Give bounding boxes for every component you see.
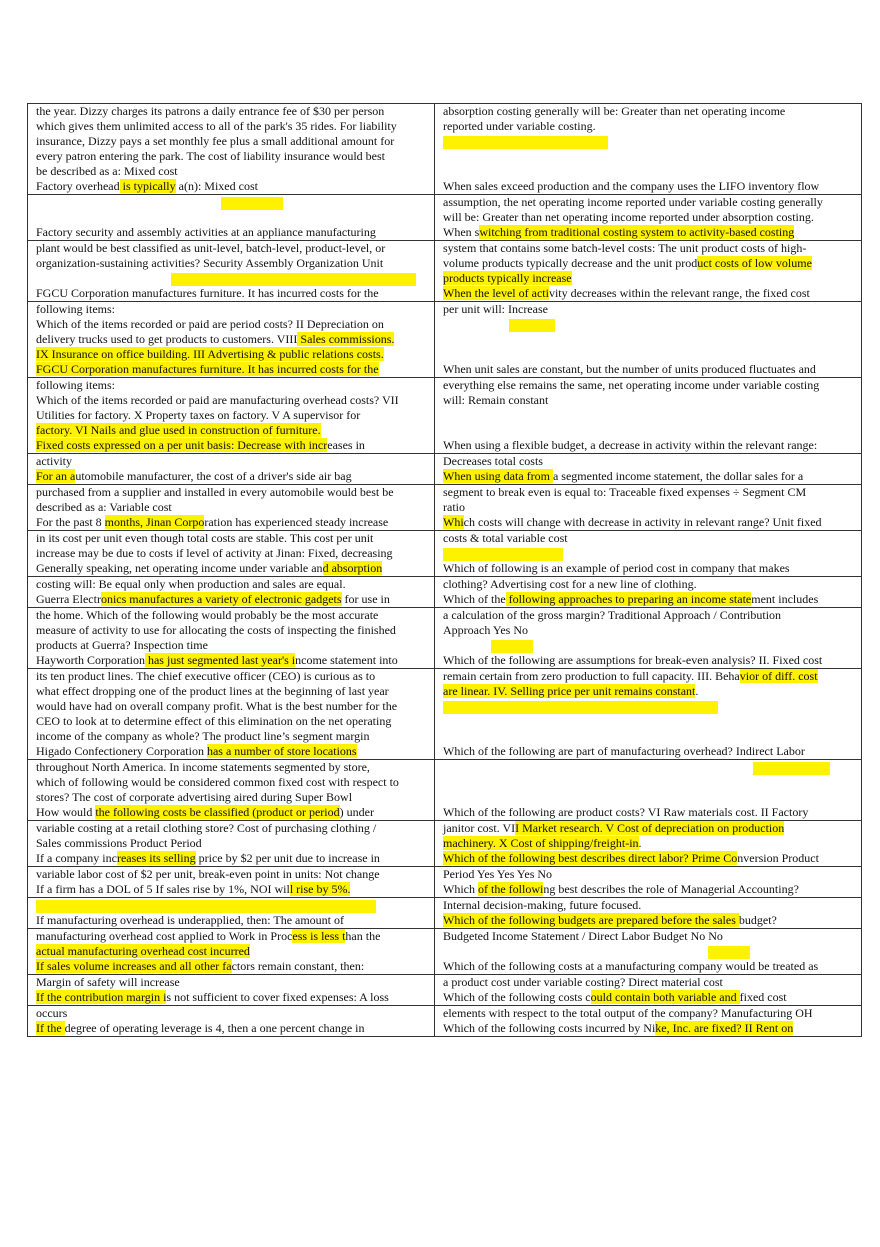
text-line: volume products typically decrease and the unit product costs of low volume xyxy=(443,256,812,270)
text-line: increase may be due to costs if level of activity at Jinan: Fixed, decreasing xyxy=(36,546,393,560)
highlight-block xyxy=(443,701,718,714)
highlight: I Market research. V Cost of depreciation on production xyxy=(515,821,785,835)
text-line: are linear. IV. Selling price per unit remains constant. xyxy=(443,684,699,698)
highlight: Which of the following budgets are prepared before the sales xyxy=(443,913,739,927)
left-column-cell xyxy=(28,577,435,608)
highlight: actual manufacturing overhead cost incurred xyxy=(36,944,250,958)
highlight: ould contain both variable and xyxy=(590,990,740,1004)
left-column-cell xyxy=(28,669,435,760)
table-row xyxy=(28,821,862,867)
text-line: Factory security and assembly activities at an appliance manufacturing xyxy=(36,225,376,239)
right-column-cell xyxy=(435,975,862,1006)
right-column-cell xyxy=(435,531,862,577)
text-line xyxy=(443,164,855,179)
right-column-cell xyxy=(435,867,862,898)
right-column-cell xyxy=(435,608,862,669)
left-column-cell xyxy=(28,608,435,669)
left-column-cell xyxy=(28,760,435,821)
highlight: IX Insurance on office building. III Advertising & public relations costs. xyxy=(36,347,384,361)
text-line: Which of the following are part of manufacturing overhead? Indirect Labor xyxy=(443,744,805,758)
right-column-cell xyxy=(435,1006,862,1037)
right-column-cell xyxy=(435,669,862,760)
highlight: d absorption xyxy=(322,561,383,575)
table-row xyxy=(28,867,862,898)
text-line: system that contains some batch-level costs: The unit product costs of high- xyxy=(443,241,807,255)
highlight: the following costs be classified (product or period xyxy=(95,805,340,819)
text-line xyxy=(443,714,855,729)
text-line: Sales commissions Product Period xyxy=(36,836,202,850)
text-line: remain certain from zero production to full capacity. III. Behavior of diff. cost xyxy=(443,669,818,683)
text-line: Budgeted Income Statement / Direct Labor Budget No No xyxy=(443,929,723,943)
text-line: Higado Confectionery Corporation has a number of store locations xyxy=(36,744,357,758)
highlight-block xyxy=(753,762,830,775)
highlight: of the followi xyxy=(478,882,544,896)
right-column-cell xyxy=(435,898,862,929)
text-line xyxy=(443,638,855,653)
table-row xyxy=(28,104,862,195)
text-line: Decreases total costs xyxy=(443,454,543,468)
highlight: When using data from xyxy=(443,469,553,483)
text-line: Hayworth Corporation has just segmented last year's income statement into xyxy=(36,653,398,667)
text-line: Factory overhead is typically a(n): Mixed cost xyxy=(36,179,258,193)
text-line xyxy=(36,195,428,210)
text-line: Which of the following best describes the role of Managerial Accounting? xyxy=(443,882,799,896)
highlight: products typically increase xyxy=(443,271,572,285)
text-line: plant would be best classified as unit-level, batch-level, product-level, or xyxy=(36,241,386,255)
highlight: Whi xyxy=(443,515,464,529)
highlight: is typically xyxy=(119,179,176,193)
right-column-cell xyxy=(435,454,862,485)
text-line: measure of activity to use for allocating the costs of inspecting the finished xyxy=(36,623,396,637)
left-column-cell xyxy=(28,302,435,378)
highlight: onics manufactures a variety of electronic gadgets xyxy=(100,592,342,606)
highlight: FGCU Corporation manufactures furniture. It has incurred costs for the xyxy=(36,362,379,376)
highlight: ke, Inc. are fixed? II Rent on xyxy=(655,1021,794,1035)
text-line xyxy=(443,271,855,286)
table-row xyxy=(28,531,862,577)
text-line: organization-sustaining activities? Security Assembly Organization Unit xyxy=(36,256,384,270)
text-line: following items: xyxy=(36,378,115,392)
text-line: When sales exceed production and the company uses the LIFO inventory flow xyxy=(443,179,820,193)
text-line: will: Remain constant xyxy=(443,393,549,407)
highlight: If the xyxy=(36,1021,65,1035)
highlight: following approaches to preparing an income state xyxy=(505,592,752,606)
text-line: How would the following costs be classified (product or period) under xyxy=(36,805,374,819)
text-line: When switching from traditional costing system to activity-based costing xyxy=(443,225,795,239)
table-row xyxy=(28,1006,862,1037)
table-row xyxy=(28,760,862,821)
text-line: described as a: Variable cost xyxy=(36,500,172,514)
table-row xyxy=(28,378,862,454)
table-row xyxy=(28,241,862,302)
right-column-cell xyxy=(435,195,862,241)
text-line: be described as a: Mixed cost xyxy=(36,164,178,178)
text-line: Which of following is an example of period cost in company that makes xyxy=(443,561,790,575)
highlight: months, Jinan Corpo xyxy=(104,515,205,529)
text-line: occurs xyxy=(36,1006,68,1020)
text-line: following items: xyxy=(36,302,115,316)
text-line xyxy=(36,271,428,286)
text-line: insurance, Dizzy pays a set monthly fee plus a small additional amount for xyxy=(36,134,395,148)
text-line: Period Yes Yes Yes No xyxy=(443,867,553,881)
text-line: the year. Dizzy charges its patrons a daily entrance fee of $30 per person xyxy=(36,104,385,118)
text-line: For an automobile manufacturer, the cost of a driver's side air bag xyxy=(36,469,352,483)
highlight: Which of the following best describes direct labor? Prime Co xyxy=(443,851,738,865)
text-line: products at Guerra? Inspection time xyxy=(36,638,208,652)
text-line: Utilities for factory. X Property taxes on factory. V A supervisor for xyxy=(36,408,361,422)
highlight-block xyxy=(443,136,608,149)
highlight-block xyxy=(491,640,533,653)
table-row xyxy=(28,454,862,485)
text-line: FGCU Corporation manufactures furniture. It has incurred costs for the xyxy=(36,286,379,300)
text-line: its ten product lines. The chief executive officer (CEO) is curious as to xyxy=(36,669,376,683)
table-row xyxy=(28,608,862,669)
text-line: janitor cost. VII Market research. V Cost of depreciation on production xyxy=(443,821,785,835)
text-line: costing will: Be equal only when production and sales are equal. xyxy=(36,577,346,591)
highlight: Fixed costs expressed on a per unit basis: Decrease with incr xyxy=(36,438,328,452)
text-line: Which of the following costs incurred by Nike, Inc. are fixed? II Rent on xyxy=(443,1021,794,1035)
left-column-cell xyxy=(28,821,435,867)
text-line: Approach Yes No xyxy=(443,623,528,637)
highlight: reases its selling xyxy=(116,851,196,865)
table-row xyxy=(28,195,862,241)
highlight: Sales commissions. xyxy=(297,332,395,346)
text-line xyxy=(443,729,855,744)
text-line: When using data from a segmented income statement, the dollar sales for a xyxy=(443,469,804,483)
highlight: has a number of store locations xyxy=(206,744,357,758)
text-line: throughout North America. In income statements segmented by store, xyxy=(36,760,370,774)
text-line: Which of the following costs could contain both variable and fixed cost xyxy=(443,990,787,1004)
text-line: Margin of safety will increase xyxy=(36,975,180,989)
text-line: income of the company as whole? The product line’s segment margin xyxy=(36,729,370,743)
right-column-cell xyxy=(435,104,862,195)
highlight-block xyxy=(708,946,750,959)
text-line xyxy=(443,149,855,164)
text-line: If a firm has a DOL of 5 If sales rise by 1%, NOI will rise by 5%. xyxy=(36,882,351,896)
left-column-cell xyxy=(28,898,435,929)
text-line xyxy=(443,423,855,438)
notes-table xyxy=(27,103,862,1037)
text-line xyxy=(443,944,855,959)
text-line: Which of the items recorded or paid are period costs? II Depreciation on xyxy=(36,317,384,331)
text-line xyxy=(443,699,855,714)
text-line: Which of the following budgets are prepared before the sales budget? xyxy=(443,913,777,927)
text-line xyxy=(36,362,428,377)
text-line xyxy=(443,408,855,423)
text-line: will be: Greater than net operating income reported under absorption costing. xyxy=(443,210,814,224)
highlight: l rise by 5%. xyxy=(289,882,351,896)
right-column-cell xyxy=(435,929,862,975)
text-line: everything else remains the same, net operating income under variable costing xyxy=(443,378,820,392)
right-column-cell xyxy=(435,577,862,608)
left-column-cell xyxy=(28,378,435,454)
text-line: If the contribution margin is not sufficient to cover fixed expenses: A loss xyxy=(36,990,389,1004)
text-line: a product cost under variable costing? Direct material cost xyxy=(443,975,723,989)
highlight: For an a xyxy=(36,469,76,483)
text-line xyxy=(36,423,428,438)
table-row xyxy=(28,302,862,378)
right-column-cell xyxy=(435,821,862,867)
highlight: When the level of acti xyxy=(443,286,549,300)
text-line xyxy=(443,790,855,805)
text-line: stores? The cost of corporate advertising aired during Super Bowl xyxy=(36,790,353,804)
text-line: per unit will: Increase xyxy=(443,302,548,316)
highlight: factory. VI Nails and glue used in construction of furniture. xyxy=(36,423,321,437)
right-column-cell xyxy=(435,378,862,454)
left-column-cell xyxy=(28,975,435,1006)
text-line: a calculation of the gross margin? Traditional Approach / Contribution xyxy=(443,608,782,622)
text-line: every patron entering the park. The cost of liability insurance would best xyxy=(36,149,386,163)
text-line: For the past 8 months, Jinan Corporation has experienced steady increase xyxy=(36,515,389,529)
right-column-cell xyxy=(435,302,862,378)
left-column-cell xyxy=(28,867,435,898)
text-line xyxy=(443,760,855,775)
text-line: in its cost per unit even though total costs are stable. This cost per unit xyxy=(36,531,374,545)
highlight: machinery. X Cost of shipping/freight-in xyxy=(443,836,639,850)
text-line: delivery trucks used to get products to customers. VIII Sales commissions. xyxy=(36,332,395,346)
notes-table-body xyxy=(28,104,862,1037)
right-column-cell xyxy=(435,485,862,531)
text-line: Internal decision-making, future focused. xyxy=(443,898,642,912)
table-row xyxy=(28,485,862,531)
left-column-cell xyxy=(28,1006,435,1037)
text-line: Which of the items recorded or paid are manufacturing overhead costs? VII xyxy=(36,393,399,407)
left-column-cell xyxy=(28,241,435,302)
text-line: When unit sales are constant, but the number of units produced fluctuates and xyxy=(443,362,816,376)
text-line: reported under variable costing. xyxy=(443,119,596,133)
text-line: which of following would be considered common fixed cost with respect to xyxy=(36,775,399,789)
text-line: manufacturing overhead cost applied to Work in Process is less than the xyxy=(36,929,381,943)
text-line: Which of the following are assumptions for break-even analysis? II. Fixed cost xyxy=(443,653,823,667)
text-line xyxy=(36,210,428,225)
text-line: Which of the following costs at a manufacturing company would be treated as xyxy=(443,959,819,973)
highlight: witching from traditional costing system to activity-based costing xyxy=(479,225,795,239)
text-line: Fixed costs expressed on a per unit basis: Decrease with increases in xyxy=(36,438,365,452)
text-line: clothing? Advertising cost for a new line of clothing. xyxy=(443,577,697,591)
text-line: If the degree of operating leverage is 4, then a one percent change in xyxy=(36,1021,365,1035)
text-line: activity xyxy=(36,454,72,468)
text-line: When using a flexible budget, a decrease in activity within the relevant range: xyxy=(443,438,818,452)
right-column-cell xyxy=(435,760,862,821)
text-line: which gives them unlimited access to all of the park's 35 rides. For liability xyxy=(36,119,397,133)
text-line: elements with respect to the total output of the company? Manufacturing OH xyxy=(443,1006,813,1020)
left-column-cell xyxy=(28,104,435,195)
highlight: are linear. IV. Selling price per unit remains constant xyxy=(443,684,696,698)
text-line: costs & total variable cost xyxy=(443,531,568,545)
highlight: vior of diff. cost xyxy=(739,669,818,683)
text-line: Which of the following best describes direct labor? Prime Conversion Product xyxy=(443,851,819,865)
text-line: segment to break even is equal to: Traceable fixed expenses ÷ Segment CM xyxy=(443,485,807,499)
highlight: ess is less t xyxy=(292,929,346,943)
text-line: Generally speaking, net operating income under variable and absorption xyxy=(36,561,383,575)
text-line: CEO to look at to determine effect of this elimination on the net operating xyxy=(36,714,392,728)
left-column-cell xyxy=(28,454,435,485)
text-line xyxy=(443,332,855,347)
highlight-block xyxy=(509,319,555,332)
text-line: absorption costing generally will be: Greater than net operating income xyxy=(443,104,786,118)
text-line xyxy=(36,898,428,913)
table-row xyxy=(28,898,862,929)
text-line: what effect dropping one of the product lines at the beginning of last year xyxy=(36,684,389,698)
text-line: variable labor cost of $2 per unit, break-even point in units: Not change xyxy=(36,867,380,881)
right-column-cell xyxy=(435,241,862,302)
text-line: Which costs will change with decrease in activity in relevant range? Unit fixed xyxy=(443,515,822,529)
text-line xyxy=(443,347,855,362)
table-row xyxy=(28,975,862,1006)
text-line: assumption, the net operating income reported under variable costing generally xyxy=(443,195,823,209)
highlight-block xyxy=(36,900,376,913)
text-line: Which of the following approaches to preparing an income statement includes xyxy=(443,592,819,606)
text-line xyxy=(36,347,428,362)
table-row xyxy=(28,577,862,608)
text-line: ratio xyxy=(443,500,465,514)
text-line: When the level of activity decreases within the relevant range, the fixed cost xyxy=(443,286,810,300)
text-line xyxy=(443,317,855,332)
highlight-block xyxy=(221,197,283,210)
highlight: If sales volume increases and all other fa xyxy=(36,959,232,973)
text-line: Guerra Electronics manufactures a variety of electronic gadgets for use in xyxy=(36,592,390,606)
highlight-block xyxy=(443,548,563,561)
highlight: If the contribution margin i xyxy=(36,990,167,1004)
text-line xyxy=(443,134,855,149)
text-line: If sales volume increases and all other factors remain constant, then: xyxy=(36,959,365,973)
text-line: the home. Which of the following would probably be the most accurate xyxy=(36,608,379,622)
highlight: uct costs of low volume xyxy=(697,256,812,270)
left-column-cell xyxy=(28,485,435,531)
text-line: variable costing at a retail clothing store? Cost of purchasing clothing / xyxy=(36,821,377,835)
left-column-cell xyxy=(28,531,435,577)
text-line: purchased from a supplier and installed in every automobile would best be xyxy=(36,485,394,499)
table-row xyxy=(28,929,862,975)
highlight: has just segmented last year's i xyxy=(144,653,296,667)
text-line: Which of the following are product costs? VI Raw materials cost. II Factory xyxy=(443,805,809,819)
table-row xyxy=(28,669,862,760)
text-line: If manufacturing overhead is underapplied, then: The amount of xyxy=(36,913,345,927)
text-line: machinery. X Cost of shipping/freight-in. xyxy=(443,836,642,850)
text-line: would have had on overall company profit. What is the best number for the xyxy=(36,699,398,713)
text-line xyxy=(36,944,428,959)
left-column-cell xyxy=(28,195,435,241)
text-line: If a company increases its selling price by $2 per unit due to increase in xyxy=(36,851,380,865)
text-line xyxy=(443,775,855,790)
text-line xyxy=(443,546,855,561)
left-column-cell xyxy=(28,929,435,975)
highlight-block xyxy=(171,273,416,286)
